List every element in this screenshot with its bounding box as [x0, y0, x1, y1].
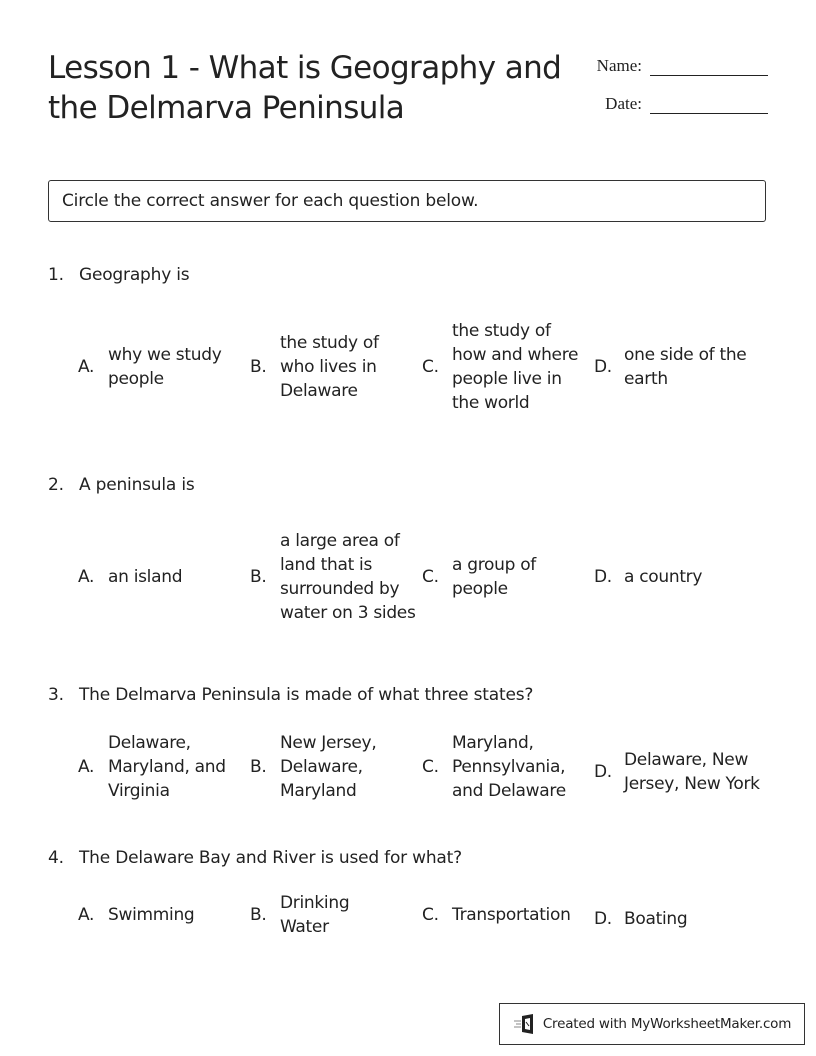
choice-letter: D. — [594, 567, 612, 587]
choices — [78, 515, 768, 639]
date-row — [605, 90, 768, 114]
question-3 — [48, 683, 768, 801]
choice-a[interactable] — [78, 903, 250, 927]
date-label: Date: — [605, 94, 642, 113]
question-text: The Delaware Bay and River is used for what? — [79, 848, 462, 868]
choice-letter: C. — [422, 357, 439, 377]
choice-letter: C. — [422, 905, 439, 925]
name-field[interactable] — [650, 53, 768, 76]
footer-text: Created with MyWorksheetMaker.com — [542, 1016, 792, 1032]
choice-c[interactable] — [422, 903, 594, 927]
choice-text: one side of the earth — [624, 345, 747, 389]
choices — [78, 727, 768, 807]
date-field[interactable] — [650, 91, 768, 114]
choice-letter: D. — [594, 762, 612, 782]
choice-letter: B. — [250, 757, 267, 777]
choice-letter: D. — [594, 909, 612, 929]
choice-letter: B. — [250, 567, 267, 587]
choice-text: a group of people — [452, 555, 536, 599]
question-stem — [48, 263, 768, 287]
question-stem — [48, 846, 768, 870]
question-number: 3. — [48, 685, 64, 705]
question-text: Geography is — [79, 265, 190, 285]
choice-letter: A. — [78, 757, 95, 777]
question-4 — [48, 846, 768, 937]
choice-b[interactable] — [250, 331, 422, 403]
choice-d[interactable] — [594, 565, 766, 589]
question-text: A peninsula is — [79, 475, 195, 495]
choice-letter: A. — [78, 357, 95, 377]
choice-d[interactable] — [594, 907, 766, 931]
question-2 — [48, 473, 768, 623]
choice-text: Maryland, Pennsylvania, and Delaware — [452, 733, 566, 801]
question-number: 4. — [48, 848, 64, 868]
worksheet-title: Lesson 1 - What is Geography and the Delmarva Peninsula — [48, 50, 562, 126]
question-number: 2. — [48, 475, 64, 495]
choice-letter: A. — [78, 567, 95, 587]
choice-a[interactable] — [78, 565, 250, 589]
choice-text: the study of how and where people live in the world — [452, 321, 579, 413]
instructions-box: Circle the correct answer for each question below. — [48, 180, 766, 222]
choice-text: Swimming — [108, 905, 195, 925]
choice-c[interactable] — [422, 319, 594, 415]
choice-a[interactable] — [78, 731, 250, 803]
question-stem — [48, 683, 768, 707]
choice-letter: C. — [422, 567, 439, 587]
choice-letter: D. — [594, 357, 612, 377]
choice-a[interactable] — [78, 343, 250, 391]
choice-b[interactable] — [250, 529, 422, 625]
choice-text: New Jersey, Delaware, Maryland — [280, 733, 377, 801]
choice-b[interactable] — [250, 891, 422, 939]
choice-text: Delaware, Maryland, and Virginia — [108, 733, 226, 801]
choices — [78, 305, 768, 429]
choice-d[interactable] — [594, 748, 766, 796]
choice-text: why we study people — [108, 345, 222, 389]
question-1 — [48, 263, 768, 413]
choice-text: Drinking Water — [280, 893, 350, 937]
question-stem — [48, 473, 768, 497]
choice-letter: A. — [78, 905, 95, 925]
name-row — [597, 52, 768, 76]
choice-c[interactable] — [422, 731, 594, 803]
choice-text: a large area of land that is surrounded by water on 3 sides — [280, 531, 416, 623]
question-number: 1. — [48, 265, 64, 285]
choice-letter: C. — [422, 757, 439, 777]
worksheet-logo-icon — [513, 1013, 537, 1035]
choice-text: Delaware, New Jersey, New York — [624, 750, 760, 794]
choice-text: a country — [624, 567, 703, 587]
footer-credit[interactable] — [499, 1003, 805, 1045]
question-text: The Delmarva Peninsula is made of what three states? — [79, 685, 534, 705]
choice-letter: B. — [250, 357, 267, 377]
choices — [78, 890, 768, 940]
name-label: Name: — [596, 56, 642, 75]
choice-b[interactable] — [250, 731, 422, 803]
choice-text: the study of who lives in Delaware — [280, 333, 379, 401]
choice-d[interactable] — [594, 343, 766, 391]
choice-text: an island — [108, 567, 183, 587]
choice-text: Boating — [624, 909, 688, 929]
choice-letter: B. — [250, 905, 267, 925]
choice-text: Transportation — [452, 905, 571, 925]
choice-c[interactable] — [422, 553, 594, 601]
